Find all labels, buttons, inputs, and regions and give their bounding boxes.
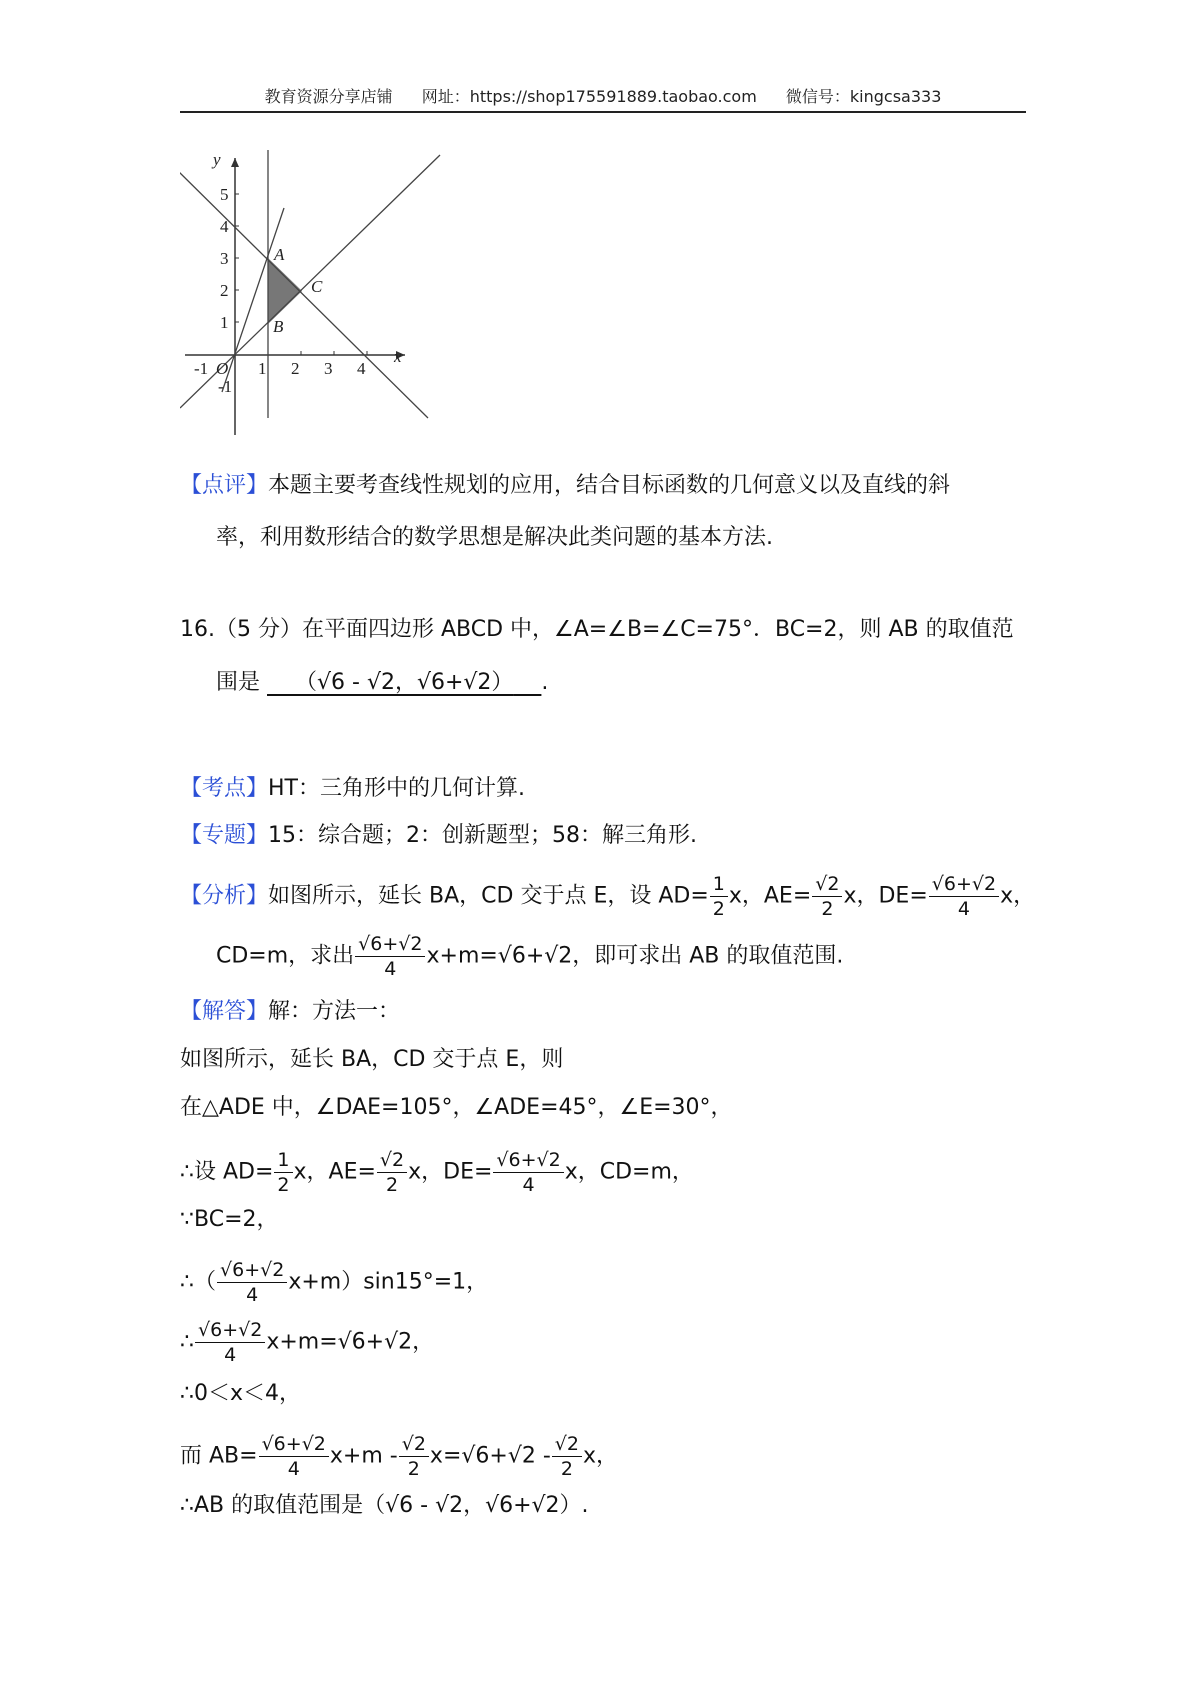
feasible-region — [268, 258, 302, 324]
denominator: 2 — [385, 1174, 399, 1196]
y-axis-label: y — [213, 150, 221, 169]
y-tick-label: 4 — [220, 217, 229, 236]
solution-text: 而 AB= — [180, 1443, 258, 1469]
header-divider — [180, 111, 1026, 113]
y-tick-label: 2 — [220, 281, 229, 300]
solution-text: x+m=√6+√2， — [266, 1329, 435, 1355]
fraction — [929, 872, 999, 921]
fenxi-text: x，AE= — [728, 883, 812, 909]
y-tick-label: 1 — [220, 313, 229, 332]
fenxi-text: CD=m，求出 — [216, 943, 355, 969]
solution-line — [180, 1258, 488, 1307]
numerator: √2 — [399, 1432, 429, 1457]
solution-text: ∴0＜x＜4， — [180, 1381, 302, 1406]
denominator: 4 — [957, 898, 970, 920]
page-header — [180, 84, 1026, 107]
solution-text: 在△ADE 中，∠DAE=105°，∠ADE=45°，∠E=30°， — [180, 1095, 733, 1120]
question-16-suffix: . — [541, 670, 549, 695]
solution-line — [180, 1092, 733, 1124]
question-16-prefix: 围是 — [216, 670, 261, 695]
solution-text: x，DE= — [408, 1159, 493, 1185]
zhuanti-tag: 【专题】 — [180, 823, 269, 848]
fenxi-text: x+m=√6+√2，即可求出 AB 的取值范围. — [426, 943, 844, 969]
fenxi-text: 如图所示，延长 BA，CD 交于点 E，设 AD= — [268, 883, 709, 909]
numerator: √6+√2 — [195, 1318, 265, 1343]
numerator: 1 — [274, 1148, 292, 1173]
solution-line — [180, 1148, 694, 1197]
denominator: 2 — [712, 898, 725, 920]
numerator: √6+√2 — [929, 872, 999, 897]
solution-text: x，AE= — [293, 1159, 376, 1185]
y-tick-label: 5 — [220, 185, 229, 204]
denominator: 2 — [407, 1458, 420, 1480]
solution-line — [180, 1432, 618, 1481]
kaodian-tag: 【考点】 — [180, 776, 269, 801]
fraction — [355, 932, 425, 981]
fenxi-line-2 — [216, 932, 843, 981]
denominator: 4 — [224, 1344, 237, 1366]
fraction — [377, 1148, 407, 1197]
x-tick-label: 4 — [357, 359, 366, 378]
solution-text: x=√6+√2 - — [429, 1443, 551, 1469]
denominator: 2 — [821, 898, 834, 920]
fraction — [259, 1432, 329, 1481]
question-16-stem: 16.（5 分）在平面四边形 ABCD 中，∠A=∠B=∠C=75°．BC=2，则 AB 的取值范 — [180, 617, 1014, 642]
denominator: 4 — [522, 1174, 535, 1196]
question-16-line-2 — [216, 667, 548, 699]
fenxi-line-1 — [180, 872, 1035, 921]
point-c-label: C — [311, 277, 323, 296]
header-wechat: 微信号：kingcsa333 — [785, 87, 942, 106]
fenxi-tag: 【分析】 — [180, 883, 269, 909]
solution-text: 如图所示，延长 BA，CD 交于点 E，则 — [180, 1047, 564, 1072]
x-tick-label: 3 — [324, 359, 333, 378]
fraction — [399, 1432, 429, 1481]
x-tick-label: 2 — [291, 359, 300, 378]
jieda-line — [180, 996, 400, 1028]
answer-blank — [267, 670, 541, 695]
solution-text: x+m）sin15°=1， — [288, 1269, 489, 1295]
coordinate-graph — [180, 150, 480, 460]
fraction — [812, 872, 842, 921]
fraction — [493, 1148, 563, 1197]
solution-line — [180, 1318, 434, 1367]
fraction — [274, 1148, 292, 1197]
answer-text: （√6 - √2，√6+√2） — [295, 670, 514, 695]
y-tick-label: -1 — [218, 377, 233, 396]
solution-line — [180, 1204, 279, 1236]
fenxi-text: x，DE= — [843, 883, 928, 909]
solution-line — [180, 1044, 563, 1076]
denominator: 2 — [277, 1174, 290, 1196]
header-shop-name: 教育资源分享店铺 — [264, 87, 393, 106]
question-16-line-1 — [180, 614, 1014, 646]
solution-line — [180, 1378, 301, 1410]
review-text: 率，利用数形结合的数学思想是解决此类问题的基本方法. — [216, 525, 773, 550]
fenxi-text: x， — [1000, 883, 1036, 909]
numerator: 1 — [710, 872, 728, 897]
kaodian-line — [180, 773, 525, 805]
solution-text: ∴AB 的取值范围是（√6 - √2，√6+√2）. — [180, 1493, 589, 1518]
solution-text: ∵BC=2， — [180, 1207, 279, 1232]
y-axis-arrow — [231, 158, 239, 167]
solution-text: ∴设 AD= — [180, 1159, 274, 1185]
review-line-1 — [180, 470, 950, 502]
fraction — [710, 872, 728, 921]
x-tick-label: 1 — [258, 359, 267, 378]
solution-text: x，CD=m， — [564, 1159, 694, 1185]
denominator: 2 — [560, 1458, 573, 1480]
solution-text: ∴ — [180, 1329, 194, 1355]
zhuanti-text: 15：综合题；2：创新题型；58：解三角形. — [268, 823, 697, 848]
solution-text: x+m - — [329, 1443, 398, 1469]
denominator: 4 — [287, 1458, 300, 1480]
point-a-label: A — [274, 245, 285, 264]
fraction — [195, 1318, 265, 1367]
review-line-2 — [216, 522, 773, 554]
jieda-tag: 【解答】 — [180, 999, 269, 1024]
header-url: 网址：https://shop175591889.taobao.com — [421, 87, 757, 106]
solution-text: ∴（ — [180, 1269, 216, 1295]
solution-line — [180, 1490, 589, 1522]
denominator: 4 — [384, 958, 397, 980]
x-tick-label: -1 — [194, 359, 209, 378]
numerator: √2 — [812, 872, 842, 897]
zhuanti-line — [180, 820, 697, 852]
numerator: √6+√2 — [259, 1432, 329, 1457]
fraction — [217, 1258, 287, 1307]
numerator: √2 — [552, 1432, 582, 1457]
point-b-label: B — [273, 317, 284, 336]
x-axis-label: x — [394, 347, 402, 366]
solution-text: x， — [582, 1443, 619, 1469]
numerator: √6+√2 — [493, 1148, 563, 1173]
origin-label: O — [216, 359, 229, 378]
denominator: 4 — [246, 1284, 259, 1306]
y-tick-label: 3 — [220, 249, 229, 268]
jieda-text: 解：方法一： — [268, 999, 401, 1024]
fraction — [552, 1432, 582, 1481]
numerator: √6+√2 — [217, 1258, 287, 1283]
review-text: 本题主要考查线性规划的应用，结合目标函数的几何意义以及直线的斜 — [268, 473, 951, 498]
review-tag: 【点评】 — [180, 473, 269, 498]
kaodian-text: HT：三角形中的几何计算. — [268, 776, 525, 801]
numerator: √2 — [377, 1148, 407, 1173]
numerator: √6+√2 — [355, 932, 425, 957]
